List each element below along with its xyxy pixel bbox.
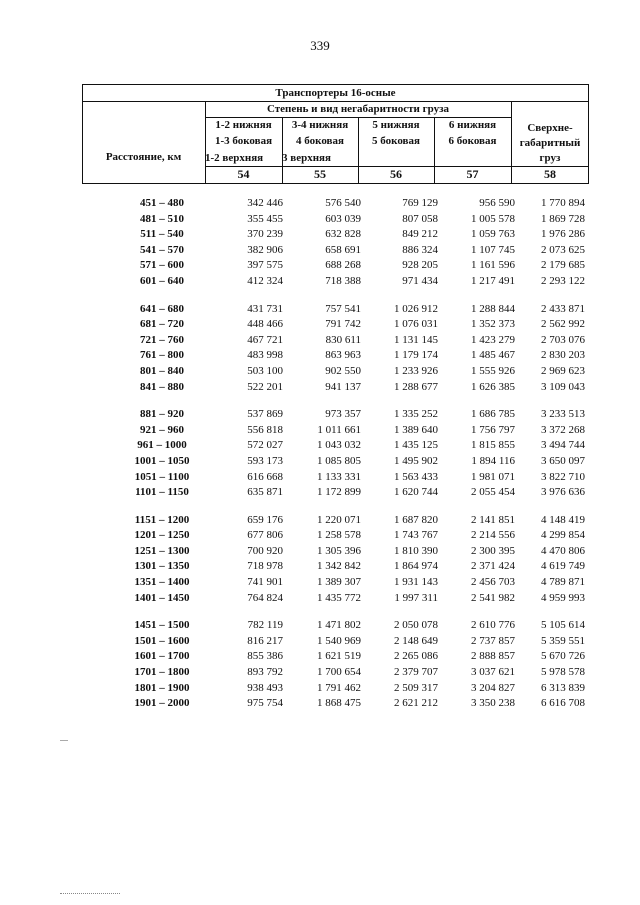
cell-value: 757 541 — [325, 302, 361, 315]
col-58-line-2: габаритный — [519, 137, 581, 149]
cell-value: 1 495 902 — [394, 454, 438, 467]
cell-value: 863 963 — [325, 349, 361, 362]
table-row — [82, 212, 589, 228]
table-row — [82, 243, 589, 259]
cell-value: 741 901 — [247, 576, 283, 589]
cell-value: 1 258 578 — [317, 529, 361, 542]
cell-value: 1 005 578 — [471, 212, 515, 225]
cell-value: 3 976 636 — [541, 486, 585, 499]
cell-value: 593 173 — [247, 454, 283, 467]
cell-value: 1 389 307 — [317, 576, 361, 589]
cell-value: 1 435 125 — [394, 439, 438, 452]
distance-range: 1201 – 1250 — [134, 529, 190, 542]
cell-value: 1 179 174 — [394, 349, 438, 362]
table-row — [82, 274, 589, 290]
table-row — [82, 454, 589, 470]
cell-value: 2 703 076 — [541, 333, 585, 346]
cell-value: 4 470 806 — [541, 544, 585, 557]
cell-value: 4 619 749 — [541, 560, 585, 573]
distance-range: 1101 – 1150 — [135, 486, 189, 499]
cell-value: 769 129 — [402, 197, 438, 209]
distance-range: 1451 – 1500 — [134, 619, 190, 632]
cell-value: 3 494 744 — [541, 439, 585, 452]
table-row — [82, 196, 589, 212]
cell-value: 2 179 685 — [541, 259, 585, 272]
cell-value: 658 691 — [325, 243, 361, 256]
cell-value: 467 721 — [247, 333, 283, 346]
cell-value: 1 540 969 — [317, 634, 361, 647]
cell-value: 816 217 — [247, 634, 283, 647]
cell-value: 975 754 — [247, 697, 283, 710]
cell-value: 1 043 032 — [317, 439, 361, 452]
cell-value: 688 268 — [325, 259, 361, 272]
table-row — [82, 364, 589, 380]
cell-value: 2 073 625 — [541, 243, 585, 256]
cell-value: 2 141 851 — [471, 513, 515, 526]
cell-value: 431 731 — [247, 302, 283, 315]
cell-value: 1 233 926 — [394, 364, 438, 377]
cell-value: 807 058 — [402, 212, 438, 225]
table-row — [82, 634, 589, 650]
row-group — [82, 407, 589, 501]
table-header — [82, 84, 589, 185]
cell-value: 2 830 203 — [541, 349, 585, 362]
col-58-number: 58 — [544, 167, 556, 181]
cell-value: 1 700 654 — [317, 666, 361, 679]
table-row — [82, 696, 589, 712]
cell-value: 1 770 894 — [541, 197, 585, 209]
distance-range: 1301 – 1350 — [134, 560, 190, 573]
row-group — [82, 196, 589, 290]
distance-range: 541 – 570 — [140, 243, 184, 256]
cell-value: 3 037 621 — [471, 666, 515, 679]
cell-value: 1 555 926 — [471, 364, 515, 377]
distance-range: 1001 – 1050 — [134, 454, 190, 467]
distance-range: 681 – 720 — [140, 318, 184, 331]
cell-value: 2 148 649 — [394, 634, 438, 647]
cell-value: 677 806 — [247, 529, 283, 542]
cell-value: 2 737 857 — [471, 634, 515, 647]
distance-range: 921 – 960 — [140, 423, 184, 436]
cell-value: 941 137 — [325, 380, 361, 393]
cell-value: 448 466 — [247, 318, 283, 331]
col-58-line-3: груз — [539, 152, 561, 164]
cell-value: 2 265 086 — [394, 650, 438, 663]
cell-value: 1 288 677 — [394, 380, 438, 393]
cell-value: 1 076 031 — [394, 318, 438, 331]
cell-value: 603 039 — [325, 212, 361, 225]
distance-range: 511 – 540 — [140, 228, 184, 241]
cell-value: 3 650 097 — [541, 454, 585, 467]
distance-range: 1801 – 1900 — [134, 681, 190, 694]
table-row — [82, 380, 589, 396]
cell-value: 4 299 854 — [541, 529, 585, 542]
cell-value: 2 610 776 — [471, 619, 515, 632]
cell-value: 1 305 396 — [317, 544, 361, 557]
distance-range: 1501 – 1600 — [134, 634, 190, 647]
cell-value: 1 220 071 — [317, 513, 361, 526]
cell-value: 1 085 805 — [317, 454, 361, 467]
table-row — [82, 681, 589, 697]
cell-value: 2 888 857 — [471, 650, 515, 663]
cell-value: 5 978 578 — [541, 666, 585, 679]
distance-range: 1701 – 1800 — [134, 666, 190, 679]
cell-value: 1 435 772 — [317, 591, 361, 604]
cell-value: 659 176 — [247, 513, 283, 526]
cell-value: 1 563 433 — [394, 470, 438, 483]
page-number: 339 — [310, 38, 330, 53]
cell-value: 1 423 279 — [471, 333, 515, 346]
cell-value: 2 541 982 — [471, 591, 515, 604]
cell-value: 1 161 596 — [471, 259, 515, 272]
table-row — [82, 575, 589, 591]
distance-header: Расстояние, км — [105, 151, 182, 163]
table-row — [82, 258, 589, 274]
cell-value: 382 906 — [247, 243, 283, 256]
cell-value: 6 616 708 — [541, 697, 585, 710]
cell-value: 1 342 842 — [317, 560, 361, 573]
table-row — [82, 485, 589, 501]
cell-value: 902 550 — [325, 364, 361, 377]
col-56-number: 56 — [390, 167, 402, 181]
table-row — [82, 333, 589, 349]
cell-value: 576 540 — [325, 197, 361, 209]
col-57-line-2: 6 боковая — [448, 135, 497, 147]
distance-range: 451 – 480 — [140, 197, 184, 209]
cell-value: 342 446 — [247, 197, 283, 209]
cell-value: 2 293 122 — [541, 274, 585, 287]
distance-range: 721 – 760 — [140, 333, 184, 346]
cell-value: 1 059 763 — [471, 228, 515, 241]
distance-range: 1051 – 1100 — [134, 470, 190, 483]
cell-value: 2 969 623 — [541, 364, 585, 377]
cell-value: 791 742 — [325, 318, 361, 331]
col-57-line-1: 6 нижняя — [448, 119, 497, 131]
cell-value: 1 352 373 — [471, 318, 515, 331]
col-56-line-2: 5 боковая — [372, 135, 420, 147]
cell-value: 1 791 462 — [317, 681, 361, 694]
cell-value: 397 575 — [247, 259, 283, 272]
degree-header: Степень и вид негабаритности груза — [266, 103, 450, 115]
row-group — [82, 618, 589, 712]
cell-value: 556 818 — [247, 423, 283, 436]
cell-value: 973 357 — [325, 408, 361, 421]
col-55-line-1: 3-4 нижняя — [291, 119, 349, 131]
col-54-number: 54 — [237, 167, 250, 181]
cell-value: 782 119 — [247, 619, 283, 632]
cell-value: 893 792 — [247, 666, 283, 679]
cell-value: 1 011 661 — [317, 423, 361, 436]
margin-mark — [60, 740, 68, 741]
cell-value: 1 621 519 — [317, 650, 361, 663]
cell-value: 1 471 802 — [317, 619, 361, 632]
cell-value: 503 100 — [247, 364, 283, 377]
distance-range: 601 – 640 — [140, 274, 184, 287]
cell-value: 522 201 — [247, 380, 283, 393]
cell-value: 700 920 — [247, 544, 283, 557]
cell-value: 971 434 — [402, 274, 438, 287]
cell-value: 483 998 — [247, 349, 283, 362]
cell-value: 1 626 385 — [471, 380, 515, 393]
cell-value: 764 824 — [247, 591, 283, 604]
cell-value: 2 055 454 — [471, 486, 515, 499]
col-54-line-3: 1-2 верхняя — [205, 152, 264, 164]
distance-range: 1151 – 1200 — [134, 513, 190, 526]
table-row — [82, 423, 589, 439]
cell-value: 572 027 — [247, 439, 283, 452]
cell-value: 1 026 912 — [394, 302, 438, 315]
cell-value: 830 611 — [325, 333, 361, 346]
table-row — [82, 348, 589, 364]
row-group — [82, 302, 589, 396]
cell-value: 849 212 — [402, 228, 438, 241]
cell-value: 1 810 390 — [394, 544, 438, 557]
col-55-number: 55 — [314, 167, 326, 181]
cell-value: 1 687 820 — [394, 513, 438, 526]
cell-value: 1 743 767 — [394, 529, 438, 542]
cell-value: 2 562 992 — [541, 318, 585, 331]
cell-value: 1 133 331 — [317, 470, 361, 483]
cell-value: 2 379 707 — [394, 666, 438, 679]
cell-value: 2 214 556 — [471, 529, 515, 542]
table-row — [82, 559, 589, 575]
col-55-line-3: 3 верхняя — [282, 152, 331, 164]
col-55-line-2: 4 боковая — [296, 135, 344, 147]
distance-range: 1351 – 1400 — [134, 576, 190, 589]
col-57-number: 57 — [466, 167, 479, 181]
cell-value: 2 300 395 — [471, 544, 515, 557]
cell-value: 5 359 551 — [541, 634, 585, 647]
cell-value: 5 670 726 — [541, 650, 585, 663]
cell-value: 412 324 — [247, 274, 283, 287]
distance-range: 841 – 880 — [140, 380, 184, 393]
cell-value: 6 313 839 — [541, 681, 585, 694]
cell-value: 2 456 703 — [471, 576, 515, 589]
cell-value: 1 981 071 — [471, 470, 515, 483]
cell-value: 616 668 — [247, 470, 283, 483]
cell-value: 370 239 — [247, 228, 283, 241]
cell-value: 635 871 — [247, 486, 283, 499]
table-row — [82, 302, 589, 318]
table-row — [82, 528, 589, 544]
distance-range: 1601 – 1700 — [134, 650, 190, 663]
cell-value: 3 822 710 — [541, 470, 585, 483]
cell-value: 938 493 — [247, 681, 283, 694]
cell-value: 1 756 797 — [471, 423, 515, 436]
distance-range: 761 – 800 — [140, 349, 184, 362]
table-title: Транспортеры 16-осные — [275, 87, 396, 99]
cell-value: 2 371 424 — [471, 560, 515, 573]
cell-value: 4 789 871 — [541, 576, 585, 589]
distance-range: 1401 – 1450 — [134, 591, 190, 604]
cell-value: 537 869 — [247, 408, 283, 421]
table-row — [82, 665, 589, 681]
cell-value: 1 976 286 — [541, 228, 585, 241]
cell-value: 632 828 — [325, 228, 361, 241]
cell-value: 3 109 043 — [541, 380, 585, 393]
distance-range: 881 – 920 — [140, 408, 184, 421]
cell-value: 1 131 145 — [394, 333, 438, 346]
table-row — [82, 470, 589, 486]
distance-range: 961 – 1000 — [137, 439, 187, 452]
cell-value: 2 509 317 — [394, 681, 438, 694]
cell-value: 855 386 — [247, 650, 283, 663]
col-56-line-1: 5 нижняя — [372, 119, 420, 131]
cell-value: 1 868 475 — [317, 697, 361, 710]
cell-value: 1 107 745 — [471, 243, 515, 256]
cell-value: 355 455 — [247, 212, 283, 225]
col-54-line-1: 1-2 нижняя — [215, 119, 272, 131]
table-row — [82, 513, 589, 529]
cell-value: 4 148 419 — [541, 513, 585, 526]
table-row — [82, 407, 589, 423]
cell-value: 1 815 855 — [471, 439, 515, 452]
col-54-line-2: 1-3 боковая — [214, 135, 273, 147]
distance-range: 1251 – 1300 — [134, 544, 190, 557]
cell-value: 928 205 — [402, 259, 438, 272]
cell-value: 2 433 871 — [541, 302, 585, 315]
table-row — [82, 618, 589, 634]
cell-value: 1 335 252 — [394, 408, 438, 421]
distance-range: 641 – 680 — [140, 302, 184, 315]
cell-value: 1 686 785 — [471, 408, 515, 421]
cell-value: 718 388 — [325, 274, 361, 287]
distance-range: 801 – 840 — [140, 364, 184, 377]
cell-value: 4 959 993 — [541, 591, 585, 604]
table-row — [82, 544, 589, 560]
cell-value: 2 050 078 — [394, 619, 438, 632]
cell-value: 718 978 — [247, 560, 283, 573]
cell-value: 2 621 212 — [394, 697, 438, 710]
distance-range: 571 – 600 — [140, 259, 184, 272]
cell-value: 1 620 744 — [394, 486, 438, 499]
cell-value: 3 350 238 — [471, 697, 515, 710]
cell-value: 1 172 899 — [317, 486, 361, 499]
cell-value: 3 372 268 — [541, 423, 585, 436]
cell-value: 1 217 491 — [471, 274, 515, 287]
cell-value: 3 233 513 — [541, 408, 585, 421]
table-row — [82, 591, 589, 607]
table-row — [82, 227, 589, 243]
row-group — [82, 513, 589, 607]
cell-value: 1 894 116 — [471, 454, 515, 467]
footer-rule — [60, 893, 120, 894]
col-58-line-1: Сверхне- — [527, 122, 573, 134]
table-row — [82, 649, 589, 665]
cell-value: 1 931 143 — [394, 576, 438, 589]
cell-value: 1 485 467 — [471, 349, 515, 362]
cell-value: 1 864 974 — [394, 560, 438, 573]
table-row — [82, 438, 589, 454]
table-body — [82, 196, 589, 724]
cell-value: 886 324 — [402, 243, 438, 256]
distance-range: 481 – 510 — [140, 212, 184, 225]
cell-value: 1 869 728 — [541, 212, 585, 225]
cell-value: 3 204 827 — [471, 681, 515, 694]
cell-value: 1 288 844 — [471, 302, 515, 315]
cell-value: 956 590 — [479, 197, 515, 209]
cell-value: 5 105 614 — [541, 619, 585, 632]
cell-value: 1 997 311 — [394, 591, 438, 604]
distance-range: 1901 – 2000 — [134, 697, 190, 710]
cell-value: 1 389 640 — [394, 423, 438, 436]
table-row — [82, 317, 589, 333]
